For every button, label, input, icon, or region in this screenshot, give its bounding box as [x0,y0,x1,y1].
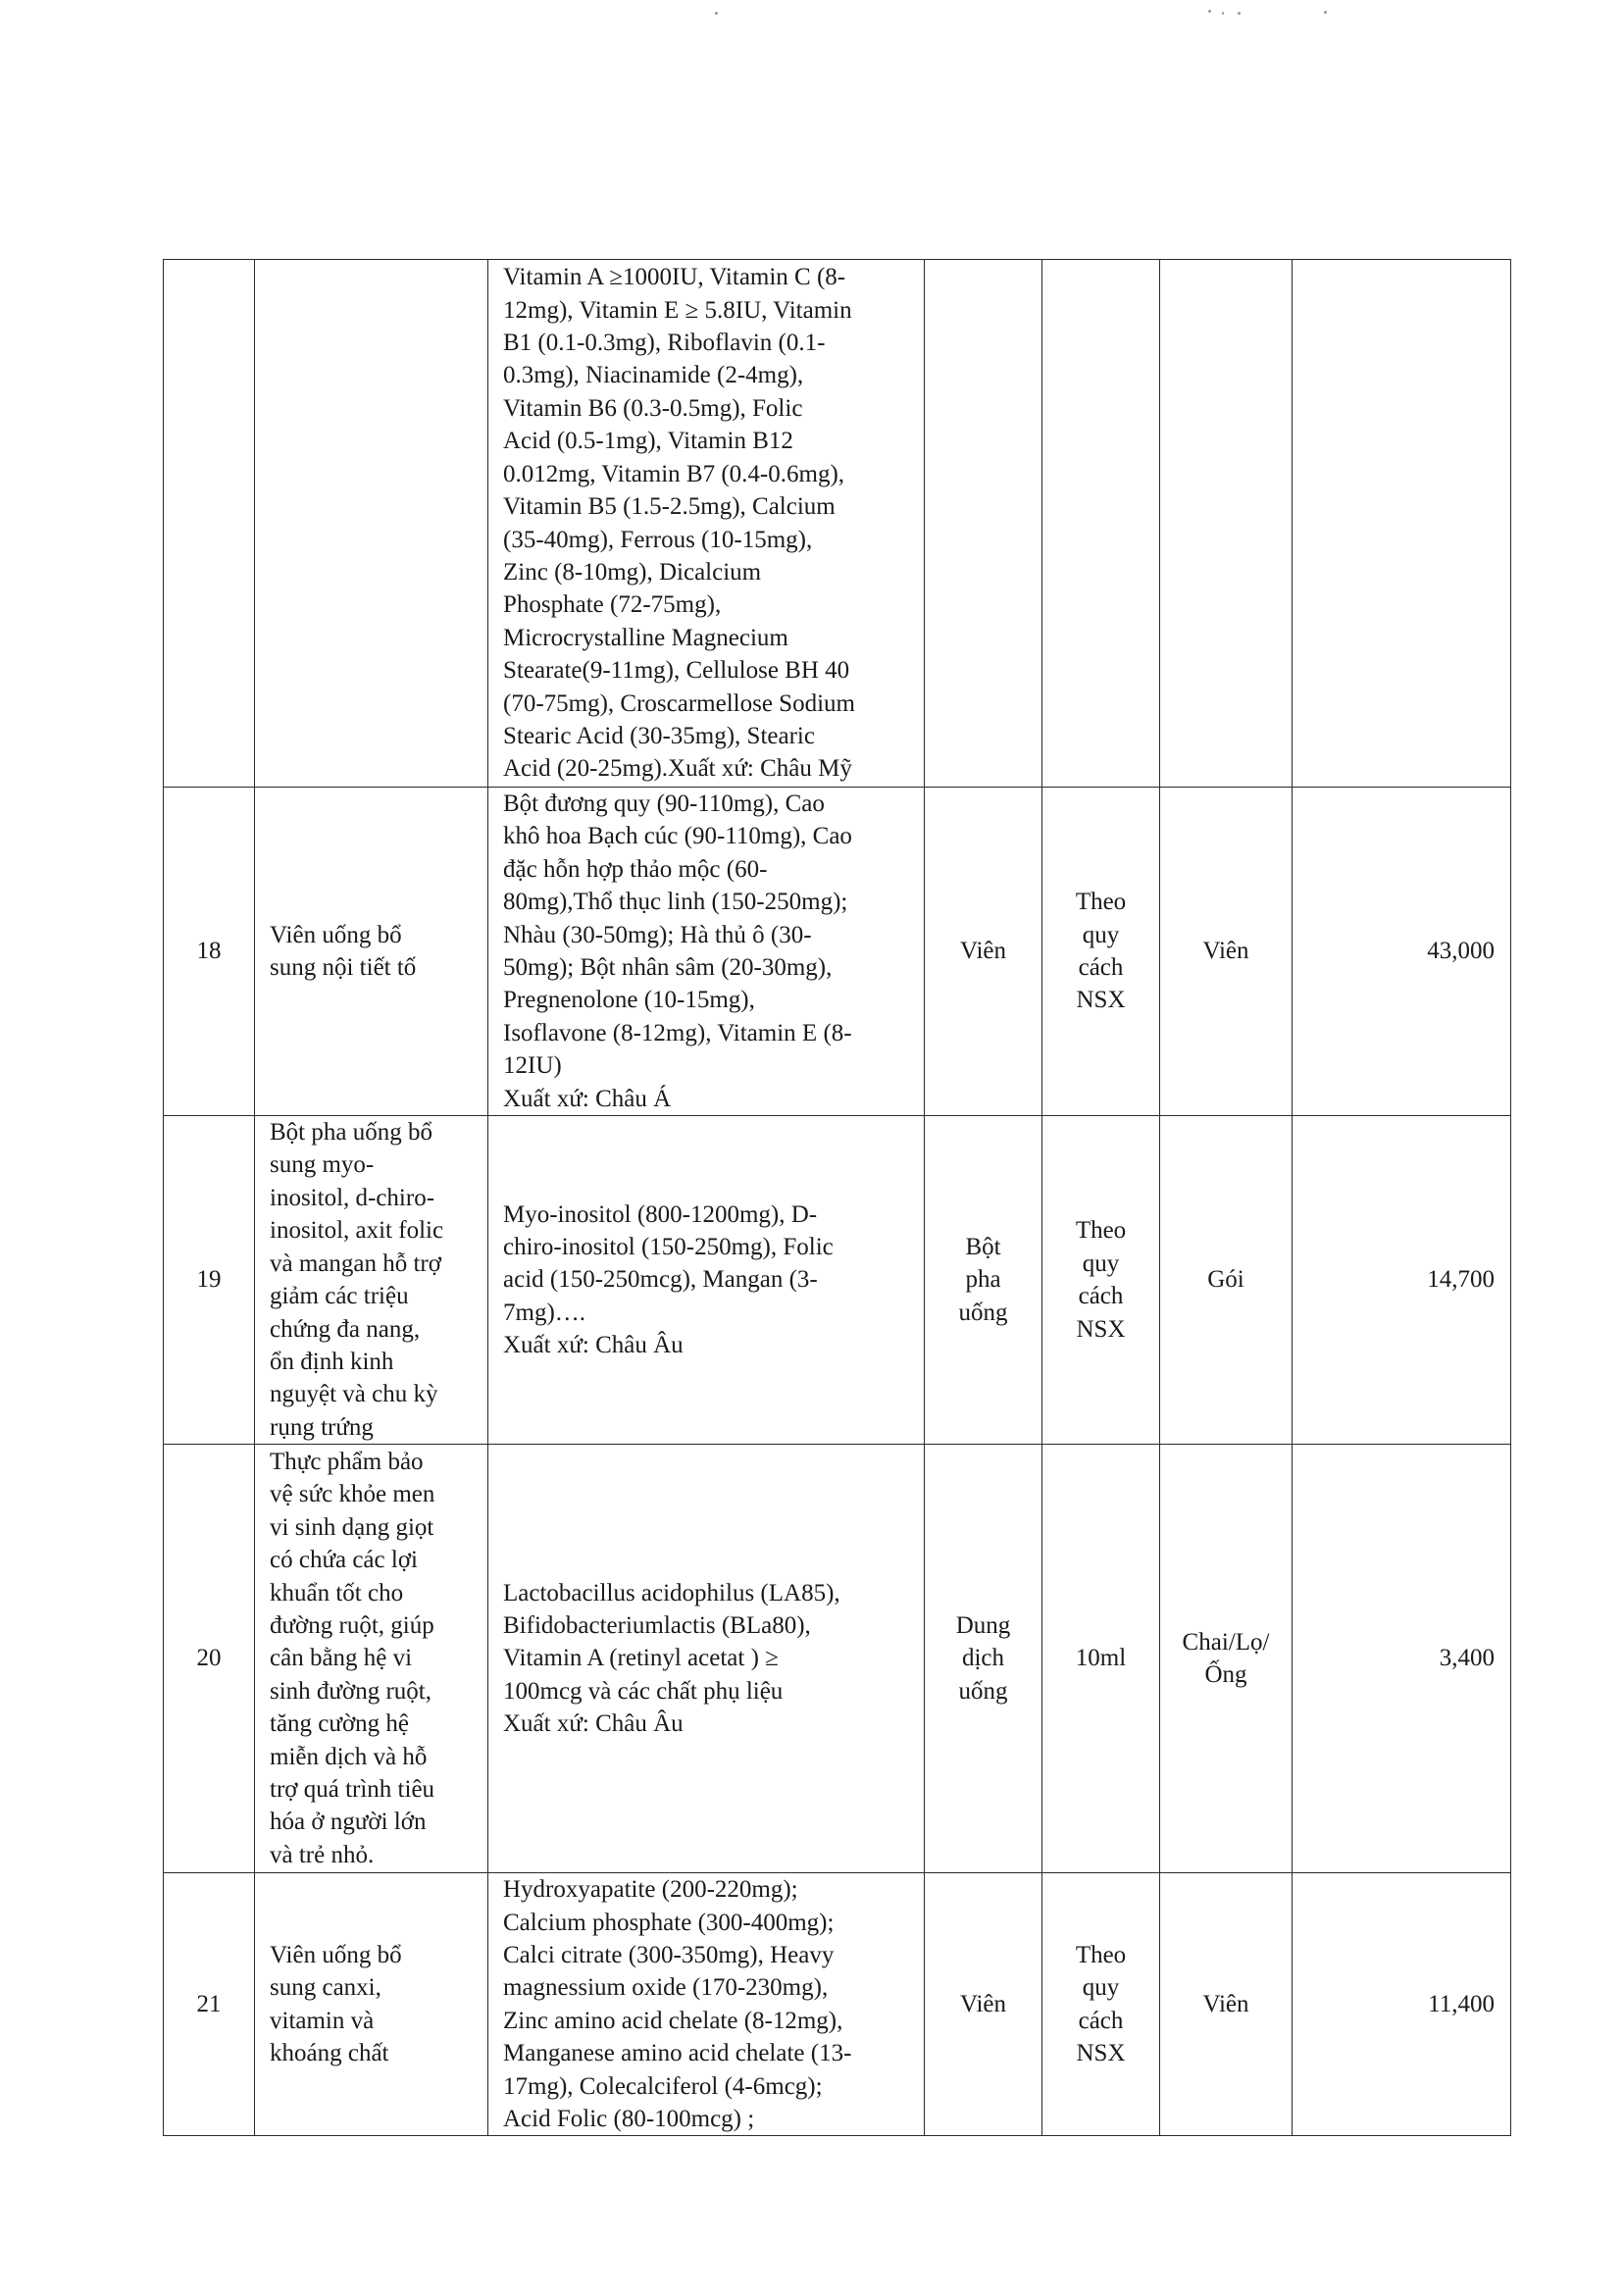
scan-speck [1222,12,1224,15]
dosage-form-cell [925,260,1042,788]
specification-line: (70-75mg), Croscarmellose Sodium [503,689,855,717]
product-name-line: Thực phẩm bảo [270,1448,424,1475]
specification-cell [488,260,925,788]
product-name-line: sinh đường ruột, [270,1677,431,1705]
product-name-cell [255,1116,488,1445]
row-number-cell [164,260,255,788]
product-name-line: nguyệt và chu kỳ [270,1381,438,1408]
specification-line: Isoflavone (8-12mg), Vitamin E (8- [503,1019,852,1046]
specification-line: 17mg), Colecalciferol (4-6mcg); [503,2072,823,2100]
specification-line: Vitamin A (retinyl acetat ) ≥ [503,1645,779,1672]
row-number-cell: 21 [164,1873,255,2136]
specification-line: Calci citrate (300-350mg), Heavy [503,1941,835,1968]
specification-line: chiro-inositol (150-250mg), Folic [503,1233,834,1260]
specification-line: Vitamin A ≥1000IU, Vitamin C (8- [503,264,846,291]
specification-line: Lactobacillus acidophilus (LA85), [503,1579,840,1606]
product-name-line: miễn dịch và hỗ [270,1743,428,1770]
table-body [164,260,1511,2136]
specification-line: 0.3mg), Niacinamide (2-4mg), [503,362,804,389]
specification-line: Acid Folic (80-100mcg) ; [503,2105,755,2132]
specification-line: Stearic Acid (30-35mg), Stearic [503,722,815,749]
product-name-line: rụng trứng [270,1413,374,1441]
specification-line: 12IU) [503,1052,562,1080]
specification-line: Xuất xứ: Châu Á [503,1085,672,1112]
table-row [164,788,1511,1116]
product-name-cell [255,1445,488,1873]
unit-cell: Chai/Lọ/ Ống [1160,1445,1293,1873]
table-row [164,260,1511,788]
specification-cell [488,1873,925,2136]
specification-line: 7mg)…. [503,1299,586,1326]
unit-price-cell: 43,000 [1293,788,1511,1116]
table-row [164,1445,1511,1873]
specification-line: Hydroxyapatite (200-220mg); [503,1876,798,1904]
product-name-line: có chứa các lợi [270,1547,418,1574]
specification-line: magnessium oxide (170-230mg), [503,1974,829,2002]
table-row [164,1116,1511,1445]
product-name-cell [255,788,488,1116]
specification-line: Bột đương quy (90-110mg), Cao [503,790,825,817]
specification-line: Acid (0.5-1mg), Vitamin B12 [503,428,793,455]
scan-speck [1324,11,1327,14]
specification-cell [488,1116,925,1445]
specification-line: Manganese amino acid chelate (13- [503,2040,852,2067]
specification-line: 80mg),Thổ thục linh (150-250mg); [503,889,848,916]
specification-line: Xuất xứ: Châu Âu [503,1332,684,1359]
row-number-cell: 20 [164,1445,255,1873]
product-name-line: chứng đa nang, [270,1315,421,1343]
product-name-line: giảm các triệu [270,1283,409,1310]
specification-line: (35-40mg), Ferrous (10-15mg), [503,526,813,553]
specification-line: 50mg); Bột nhân sâm (20-30mg), [503,954,833,982]
scan-speck [1238,12,1241,15]
specification-line: Zinc amino acid chelate (8-12mg), [503,2007,843,2034]
packaging-cell: Theo quy cách NSX [1042,1116,1160,1445]
specification-line: 12mg), Vitamin E ≥ 5.8IU, Vitamin [503,296,852,324]
specification-line: acid (150-250mcg), Mangan (3- [503,1266,818,1294]
product-name-line: ổn định kinh [270,1348,394,1375]
product-name-cell [255,260,488,788]
specification-cell [488,1445,925,1873]
specification-line: Calcium phosphate (300-400mg); [503,1909,835,1936]
product-spec-table [163,259,1511,2136]
specification-line: Vitamin B6 (0.3-0.5mg), Folic [503,394,803,422]
product-name-line: tăng cường hệ [270,1710,410,1738]
product-name-line: Bột pha uống bổ [270,1119,432,1147]
table-row [164,1873,1511,2136]
product-name-line: đường ruột, giúp [270,1612,434,1640]
specification-line: Xuất xứ: Châu Âu [503,1710,684,1738]
product-name-line: vệ sức khỏe men [270,1481,435,1508]
dosage-form-cell: Bột pha uống [925,1116,1042,1445]
product-name-line: vitamin và [270,2007,375,2034]
specification-line: Pregnenolone (10-15mg), [503,987,755,1014]
specification-line: khô hoa Bạch cúc (90-110mg), Cao [503,823,852,850]
packaging-cell [1042,260,1160,788]
row-number-cell: 18 [164,788,255,1116]
specification-line: B1 (0.1-0.3mg), Riboflavin (0.1- [503,330,826,357]
dosage-form-cell: Viên [925,1873,1042,2136]
unit-cell: Viên [1160,788,1293,1116]
product-name-line: và mangan hỗ trợ [270,1249,441,1277]
product-name-line: khoáng chất [270,2040,389,2067]
specification-line: Myo-inositol (800-1200mg), D- [503,1200,818,1228]
scan-speck [1208,10,1211,13]
specification-line: Microcrystalline Magnecium [503,624,788,651]
product-name-line: hóa ở người lớn [270,1809,427,1836]
product-name-line: vi sinh dạng giọt [270,1513,434,1541]
packaging-cell: 10ml [1042,1445,1160,1873]
product-name-line: inositol, axit folic [270,1217,444,1245]
packaging-cell: Theo quy cách NSX [1042,788,1160,1116]
product-name-line: trợ quá trình tiêu [270,1776,435,1804]
specification-line: 0.012mg, Vitamin B7 (0.4-0.6mg), [503,460,845,487]
specification-line: đặc hỗn hợp thảo mộc (60- [503,855,768,883]
product-name-line: sung nội tiết tố [270,954,417,982]
product-name-cell [255,1873,488,2136]
unit-price-cell: 3,400 [1293,1445,1511,1873]
unit-cell [1160,260,1293,788]
specification-line: Nhàu (30-50mg); Hà thủ ô (30- [503,921,812,948]
unit-cell: Viên [1160,1873,1293,2136]
specification-line: Vitamin B5 (1.5-2.5mg), Calcium [503,493,836,521]
product-name-line: Viên uống bổ [270,1941,402,1968]
specification-line: Stearate(9-11mg), Cellulose BH 40 [503,657,850,685]
dosage-form-cell: Viên [925,788,1042,1116]
specification-cell [488,788,925,1116]
product-name-line: sung canxi, [270,1974,381,2002]
product-name-line: khuẩn tốt cho [270,1579,404,1606]
specification-line: Zinc (8-10mg), Dicalcium [503,558,762,586]
product-name-line: inositol, d-chiro- [270,1184,435,1211]
specification-line: Bifidobacteriumlactis (BLa80), [503,1612,811,1640]
unit-price-cell: 14,700 [1293,1116,1511,1445]
scan-speck [715,12,718,15]
product-name-line: và trẻ nhỏ. [270,1841,375,1868]
product-name-line: sung myo- [270,1151,375,1179]
unit-price-cell [1293,260,1511,788]
specification-line: Acid (20-25mg).Xuất xứ: Châu Mỹ [503,755,852,783]
row-number-cell: 19 [164,1116,255,1445]
packaging-cell: Theo quy cách NSX [1042,1873,1160,2136]
dosage-form-cell: Dung dịch uống [925,1445,1042,1873]
specification-line: Phosphate (72-75mg), [503,591,722,619]
product-name-line: Viên uống bổ [270,921,402,948]
specification-line: 100mcg và các chất phụ liệu [503,1677,784,1705]
product-name-line: cân bằng hệ vi [270,1645,413,1672]
unit-cell: Gói [1160,1116,1293,1445]
unit-price-cell: 11,400 [1293,1873,1511,2136]
